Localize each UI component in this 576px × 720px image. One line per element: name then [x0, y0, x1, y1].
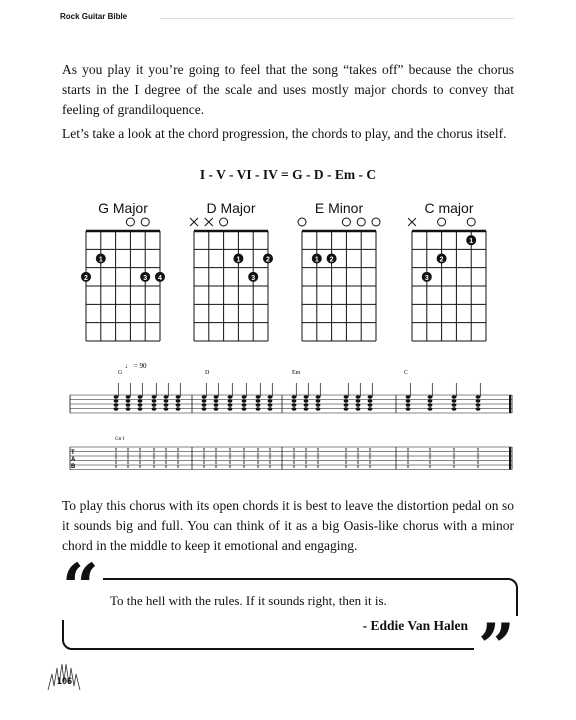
- svg-text:0: 0: [406, 455, 410, 461]
- svg-text:0: 0: [356, 447, 360, 452]
- svg-text:0: 0: [138, 464, 142, 470]
- svg-text:0: 0: [428, 451, 432, 457]
- svg-text:0: 0: [292, 455, 296, 461]
- svg-text:0: 0: [476, 459, 480, 465]
- chord-grids: [81, 218, 486, 341]
- tab-letter-a: A: [71, 457, 76, 463]
- svg-text:0: 0: [428, 459, 432, 465]
- svg-text:0: 0: [126, 459, 130, 465]
- svg-text:0: 0: [292, 451, 296, 457]
- svg-text:0: 0: [256, 464, 260, 470]
- chord-name-g: G Major: [98, 200, 148, 216]
- svg-text:0: 0: [114, 459, 118, 465]
- svg-text:2: 2: [84, 274, 88, 282]
- svg-text:0: 0: [344, 451, 348, 457]
- svg-text:0: 0: [368, 451, 372, 457]
- svg-text:0: 0: [268, 464, 272, 470]
- chord-name-d: D Major: [206, 200, 256, 216]
- svg-text:0: 0: [164, 459, 168, 465]
- svg-text:0: 0: [152, 464, 156, 470]
- svg-text:0: 0: [202, 455, 206, 461]
- notation-chord-em: Em: [292, 370, 301, 376]
- svg-text:0: 0: [316, 447, 320, 452]
- svg-text:0: 0: [176, 464, 180, 470]
- svg-text:0: 0: [114, 451, 118, 457]
- svg-text:0: 0: [428, 447, 432, 452]
- svg-text:0: 0: [152, 459, 156, 465]
- svg-text:0: 0: [152, 447, 156, 452]
- svg-text:0: 0: [114, 464, 118, 470]
- svg-text:0: 0: [138, 459, 142, 465]
- svg-text:0: 0: [242, 459, 246, 465]
- svg-text:0: 0: [202, 464, 206, 470]
- svg-text:3: 3: [251, 274, 256, 282]
- svg-text:0: 0: [356, 451, 360, 457]
- svg-text:0: 0: [126, 451, 130, 457]
- chord-name-em: E Minor: [314, 200, 364, 216]
- svg-text:0: 0: [214, 447, 218, 452]
- svg-text:0: 0: [344, 455, 348, 461]
- svg-text:0: 0: [304, 464, 308, 470]
- page-number: 106: [57, 676, 73, 686]
- svg-text:0: 0: [356, 464, 360, 470]
- svg-text:3: 3: [424, 274, 429, 282]
- svg-text:0: 0: [256, 459, 260, 465]
- svg-text:1: 1: [236, 256, 241, 264]
- svg-text:0: 0: [368, 455, 372, 461]
- svg-text:0: 0: [476, 464, 480, 470]
- svg-text:0: 0: [344, 447, 348, 452]
- svg-text:0: 0: [452, 464, 456, 470]
- svg-text:0: 0: [228, 455, 232, 461]
- guitar-label: Gtr I: [115, 437, 125, 442]
- svg-text:0: 0: [214, 451, 218, 457]
- svg-text:0: 0: [316, 464, 320, 470]
- paragraph-intro: As you play it you’re going to feel that the song “takes off” because the chorus starts in the I degree of the scale and uses mostly major chords to convey that feeling of grandiloquence.: [62, 62, 514, 117]
- svg-text:0: 0: [138, 451, 142, 457]
- svg-text:0: 0: [114, 447, 118, 452]
- svg-text:0: 0: [202, 447, 206, 452]
- svg-text:0: 0: [138, 455, 142, 461]
- staff-lines: [70, 383, 512, 470]
- svg-text:0: 0: [316, 459, 320, 465]
- tab-letter-b: B: [71, 464, 76, 470]
- paragraph-distortion: To play this chorus with its open chords it is best to leave the distortion pedal on so it sounds big and full. You can think of it as a big Oasis-like chorus with a minor chord in the middle to keep it emotional and engaging.: [62, 498, 514, 553]
- svg-text:0: 0: [428, 455, 432, 461]
- svg-text:1: 1: [314, 256, 319, 264]
- svg-text:0: 0: [126, 455, 130, 461]
- notation-chord-g: G: [118, 370, 123, 376]
- svg-text:0: 0: [476, 447, 480, 452]
- svg-text:0: 0: [228, 451, 232, 457]
- svg-text:0: 0: [214, 459, 218, 465]
- svg-text:0: 0: [292, 459, 296, 465]
- svg-text:0: 0: [476, 451, 480, 457]
- svg-text:0: 0: [316, 455, 320, 461]
- svg-text:0: 0: [256, 455, 260, 461]
- quote-text: To the hell with the rules. If it sounds right, then it is.: [110, 593, 387, 608]
- svg-text:0: 0: [176, 459, 180, 465]
- svg-text:0: 0: [406, 464, 410, 470]
- svg-text:0: 0: [214, 464, 218, 470]
- svg-text:0: 0: [242, 464, 246, 470]
- notation-chord-c: C: [404, 370, 409, 376]
- svg-text:1: 1: [98, 256, 103, 264]
- svg-text:0: 0: [242, 447, 246, 452]
- svg-text:0: 0: [152, 455, 156, 461]
- svg-text:0: 0: [452, 447, 456, 452]
- svg-text:0: 0: [268, 455, 272, 461]
- tab-letter-t: T: [71, 450, 75, 456]
- svg-text:2: 2: [266, 256, 270, 264]
- svg-text:0: 0: [452, 459, 456, 465]
- notation-staff: [0, 355, 576, 480]
- svg-text:0: 0: [242, 455, 246, 461]
- svg-text:0: 0: [368, 464, 372, 470]
- svg-text:0: 0: [176, 447, 180, 452]
- svg-text:0: 0: [176, 455, 180, 461]
- svg-text:0: 0: [164, 455, 168, 461]
- svg-text:0: 0: [164, 451, 168, 457]
- svg-text:0: 0: [344, 459, 348, 465]
- svg-text:0: 0: [304, 451, 308, 457]
- svg-text:0: 0: [214, 455, 218, 461]
- svg-text:4: 4: [158, 274, 162, 282]
- svg-text:0: 0: [228, 464, 232, 470]
- svg-text:0: 0: [406, 459, 410, 465]
- svg-text:0: 0: [304, 455, 308, 461]
- svg-text:0: 0: [344, 464, 348, 470]
- svg-text:0: 0: [368, 459, 372, 465]
- svg-text:0: 0: [126, 447, 130, 452]
- svg-text:0: 0: [202, 451, 206, 457]
- svg-text:0: 0: [368, 447, 372, 452]
- svg-text:0: 0: [406, 447, 410, 452]
- svg-text:3: 3: [143, 274, 148, 282]
- svg-text:0: 0: [114, 455, 118, 461]
- svg-text:0: 0: [304, 459, 308, 465]
- svg-text:0: 0: [176, 451, 180, 457]
- svg-text:1: 1: [469, 238, 474, 246]
- svg-text:0: 0: [356, 459, 360, 465]
- chord-progression: I - V - VI - IV = G - D - Em - C: [199, 167, 377, 182]
- svg-text:0: 0: [256, 447, 260, 452]
- running-header: Rock Guitar Bible: [60, 12, 128, 21]
- svg-text:0: 0: [452, 451, 456, 457]
- tempo-marking: ♩ = 90: [125, 362, 147, 370]
- svg-text:2: 2: [439, 256, 444, 264]
- close-quote-icon: ”: [474, 616, 519, 680]
- svg-text:0: 0: [126, 464, 130, 470]
- open-quote-icon: “: [58, 556, 103, 620]
- svg-text:0: 0: [292, 447, 296, 452]
- svg-text:0: 0: [202, 459, 206, 465]
- svg-text:0: 0: [228, 447, 232, 452]
- svg-text:0: 0: [256, 451, 260, 457]
- svg-text:0: 0: [164, 447, 168, 452]
- svg-text:0: 0: [304, 447, 308, 452]
- svg-text:0: 0: [476, 455, 480, 461]
- svg-text:0: 0: [292, 464, 296, 470]
- paragraph-lookahead: Let’s take a look at the chord progression, the chords to play, and the chorus itself.: [62, 126, 507, 141]
- svg-text:0: 0: [242, 451, 246, 457]
- svg-text:0: 0: [406, 451, 410, 457]
- chord-name-c: C major: [424, 200, 474, 216]
- svg-text:0: 0: [268, 459, 272, 465]
- quote-box: [62, 578, 518, 650]
- svg-text:0: 0: [356, 455, 360, 461]
- svg-text:0: 0: [138, 447, 142, 452]
- svg-text:0: 0: [268, 451, 272, 457]
- svg-text:0: 0: [428, 464, 432, 470]
- quote-author: - Eddie Van Halen: [362, 618, 468, 633]
- svg-text:0: 0: [164, 464, 168, 470]
- svg-text:0: 0: [452, 455, 456, 461]
- svg-text:0: 0: [152, 451, 156, 457]
- svg-text:2: 2: [329, 256, 334, 264]
- svg-text:0: 0: [228, 459, 232, 465]
- svg-text:0: 0: [316, 451, 320, 457]
- notation-chord-d: D: [205, 370, 210, 376]
- svg-text:0: 0: [268, 447, 272, 452]
